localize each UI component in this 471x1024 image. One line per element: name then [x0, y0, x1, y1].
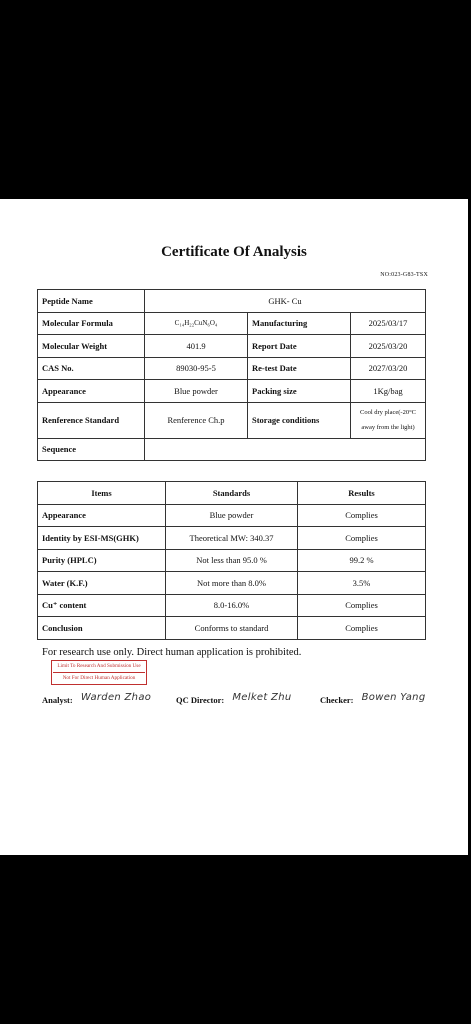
result-cell: Complies — [298, 594, 426, 617]
retest-date-value: 2027/03/20 — [351, 357, 426, 380]
table-row — [38, 617, 426, 640]
table-row — [38, 504, 426, 527]
standard-cell: Not more than 8.0% — [166, 572, 298, 595]
table-row — [38, 290, 426, 313]
checker-signature-block — [320, 692, 426, 706]
standard-cell: 8.0-16.0% — [166, 594, 298, 617]
item-cell: Appearance — [38, 504, 166, 527]
item-cell: Water (K.F.) — [38, 572, 166, 595]
result-cell: 99.2 % — [298, 549, 426, 572]
table-row — [38, 438, 426, 461]
table-row — [38, 312, 426, 335]
table-header-row — [38, 482, 426, 505]
manufacturing-label: Manufacturing — [248, 312, 351, 335]
checker-label: Checker: — [320, 695, 354, 705]
result-cell: Complies — [298, 617, 426, 640]
molecular-weight-label: Molecular Weight — [38, 335, 145, 358]
checker-signature: Bowen Yang — [361, 692, 426, 703]
analyst-signature: Warden Zhao — [80, 692, 152, 703]
peptide-name-label: Peptide Name — [38, 290, 145, 313]
table-row — [38, 335, 426, 358]
cas-no-value: 89030-95-5 — [145, 357, 248, 380]
storage-conditions-label: Storage conditions — [248, 402, 351, 438]
item-cell: Purity (HPLC) — [38, 549, 166, 572]
item-cell: Cu⁺ content — [38, 594, 166, 617]
report-date-value: 2025/03/20 — [351, 335, 426, 358]
sequence-value — [145, 438, 426, 461]
restriction-stamp — [51, 660, 147, 685]
reference-standard-value: Renference Ch.p — [145, 402, 248, 438]
appearance-value: Blue powder — [145, 380, 248, 403]
product-info-table — [37, 289, 426, 461]
retest-date-label: Re-test Date — [248, 357, 351, 380]
sequence-label: Sequence — [38, 438, 145, 461]
storage-conditions-line2: away from the light) — [361, 424, 415, 431]
qc-director-signature: Melket Zhu — [232, 692, 292, 703]
storage-conditions-value — [351, 402, 426, 438]
peptide-name-value: GHK- Cu — [145, 290, 426, 313]
table-row — [38, 594, 426, 617]
standard-cell: Theoretical MW: 340.37 — [166, 527, 298, 550]
molecular-formula-label: Molecular Formula — [38, 312, 145, 335]
storage-conditions-line1: Cool dry place(-20°C — [359, 409, 417, 416]
cas-no-label: CAS No. — [38, 357, 145, 380]
stamp-line-2: Not For Direct Human Application — [53, 672, 145, 684]
table-row — [38, 402, 426, 438]
analyst-signature-block — [42, 692, 152, 706]
item-cell: Conclusion — [38, 617, 166, 640]
qc-director-label: QC Director: — [176, 695, 225, 705]
item-cell: Identity by ESI-MS(GHK) — [38, 527, 166, 550]
column-header-items: Items — [38, 482, 166, 505]
result-cell: Complies — [298, 527, 426, 550]
table-row — [38, 572, 426, 595]
reference-standard-label: Renference Standard — [38, 402, 145, 438]
packing-size-label: Packing size — [248, 380, 351, 403]
column-header-standards: Standards — [166, 482, 298, 505]
table-row — [38, 357, 426, 380]
table-row — [38, 380, 426, 403]
standard-cell: Not less than 95.0 % — [166, 549, 298, 572]
analyst-label: Analyst: — [42, 695, 73, 705]
manufacturing-value: 2025/03/17 — [351, 312, 426, 335]
document-number: NO:023-G83-TSX — [380, 272, 428, 278]
results-table — [37, 481, 426, 640]
packing-size-value: 1Kg/bag — [351, 380, 426, 403]
appearance-label: Appearance — [38, 380, 145, 403]
result-cell: Complies — [298, 504, 426, 527]
research-use-note: For research use only. Direct human application is prohibited. — [42, 647, 302, 658]
standard-cell: Blue powder — [166, 504, 298, 527]
result-cell: 3.5% — [298, 572, 426, 595]
molecular-weight-value: 401.9 — [145, 335, 248, 358]
certificate-page — [0, 199, 468, 855]
standard-cell: Conforms to standard — [166, 617, 298, 640]
column-header-results: Results — [298, 482, 426, 505]
report-date-label: Report Date — [248, 335, 351, 358]
molecular-formula-value: C₁₄H₂₂CuN₆O₄ — [145, 312, 248, 335]
table-row — [38, 527, 426, 550]
qc-director-signature-block — [176, 692, 292, 706]
table-row — [38, 549, 426, 572]
stamp-line-1: Limit To Research And Submission Use — [57, 663, 141, 669]
page-title: Certificate Of Analysis — [161, 244, 307, 260]
